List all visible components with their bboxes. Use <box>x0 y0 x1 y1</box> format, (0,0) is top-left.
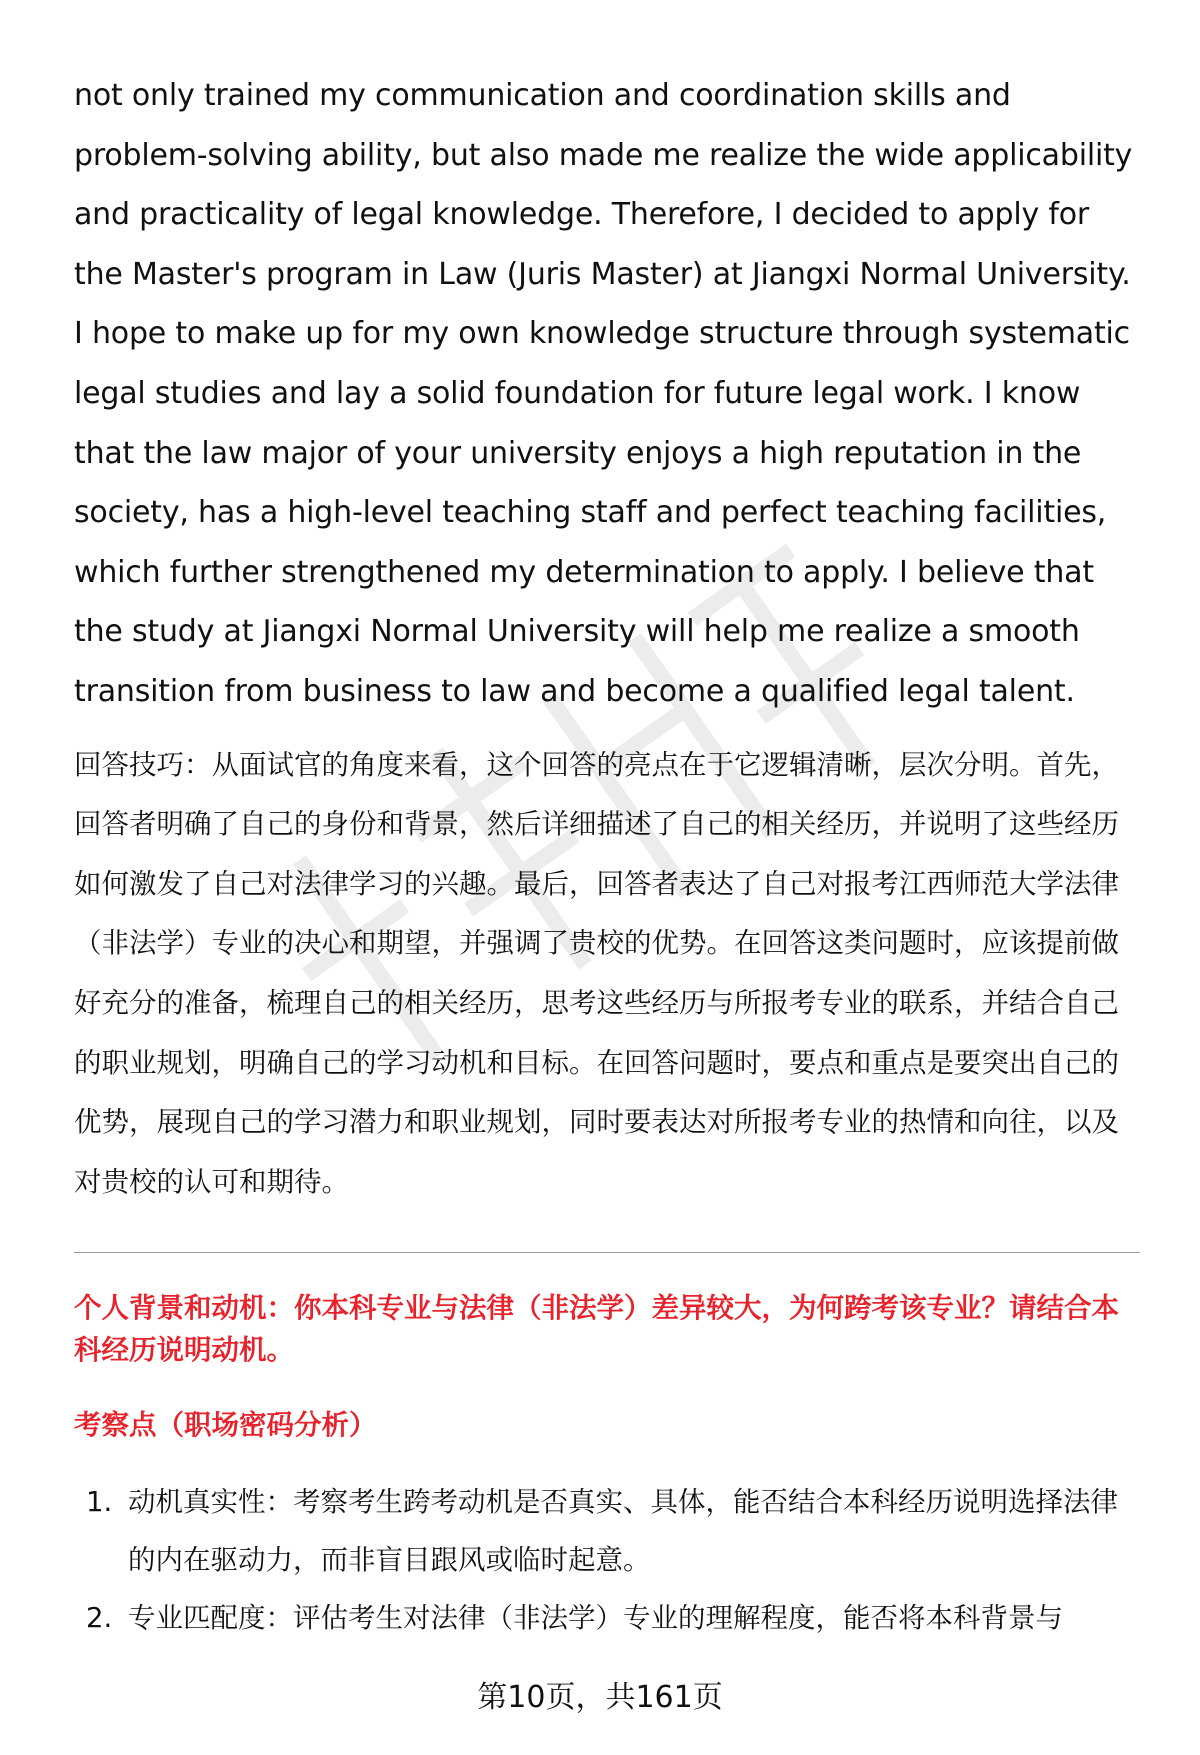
interview-question-heading: 个人背景和动机：你本科专业与法律（非法学）差异较大，为何跨考该专业？请结合本科经历说明动机。 <box>74 1292 1119 1367</box>
list-item-number: 2. <box>86 1602 113 1635</box>
list-item <box>74 1589 1140 1647</box>
list-item-text: 专业匹配度：评估考生对法律（非法学）专业的理解程度，能否将本科背景与 <box>128 1602 1063 1635</box>
assessment-points-list <box>74 1473 1140 1647</box>
list-item-number: 1. <box>86 1486 113 1519</box>
document-page <box>74 66 1140 1647</box>
page-number-footer: 第10页，共161页 <box>477 1680 723 1715</box>
assessment-points-heading: 考察点（职场密码分析） <box>74 1409 377 1442</box>
answer-tips-label: 回答技巧： <box>74 748 212 781</box>
list-item <box>74 1473 1140 1589</box>
list-item-text: 动机真实性：考察考生跨考动机是否真实、具体，能否结合本科经历说明选择法律的内在驱动力，而非盲目跟风或临时起意。 <box>128 1486 1118 1577</box>
english-answer-paragraph: not only trained my communication and coordination skills and problem-solving ability, but also made me realize the wide applicability and practicality of legal knowledge. Therefore, I decided to apply for the Master's program in Law (Juris Master) at Jiangxi Normal University. I hope to make up for my own knowledge structure through systematic legal studies and lay a solid foundation for future legal work. I know that the law major of your university enjoys a high reputation in the society, has a high-level teaching staff and perfect teaching facilities, which further strengthened my determination to apply. I believe that the study at Jiangxi Normal University will help me realize a smooth transition from business to law and become a qualified legal talent. <box>74 78 1133 709</box>
section-divider <box>74 1252 1140 1253</box>
answer-tips-text: 从面试官的角度来看，这个回答的亮点在于它逻辑清晰，层次分明。首先，回答者明确了自己的身份和背景，然后详细描述了自己的相关经历，并说明了这些经历如何激发了自己对法律学习的兴趣。最后，回答者表达了自己对报考江西师范大学法律（非法学）专业的决心和期望，并强调了贵校的优势。在回答这类问题时，应该提前做好充分的准备，梳理自己的相关经历，思考这些经历与所报考专业的联系，并结合自己的职业规划，明确自己的学习动机和目标。在回答问题时，要点和重点是要突出自己的优势，展现自己的学习潜力和职业规划，同时要表达对所报考专业的热情和向往，以及对贵校的认可和期待。 <box>74 748 1119 1198</box>
answer-tips-paragraph <box>74 736 1140 1213</box>
